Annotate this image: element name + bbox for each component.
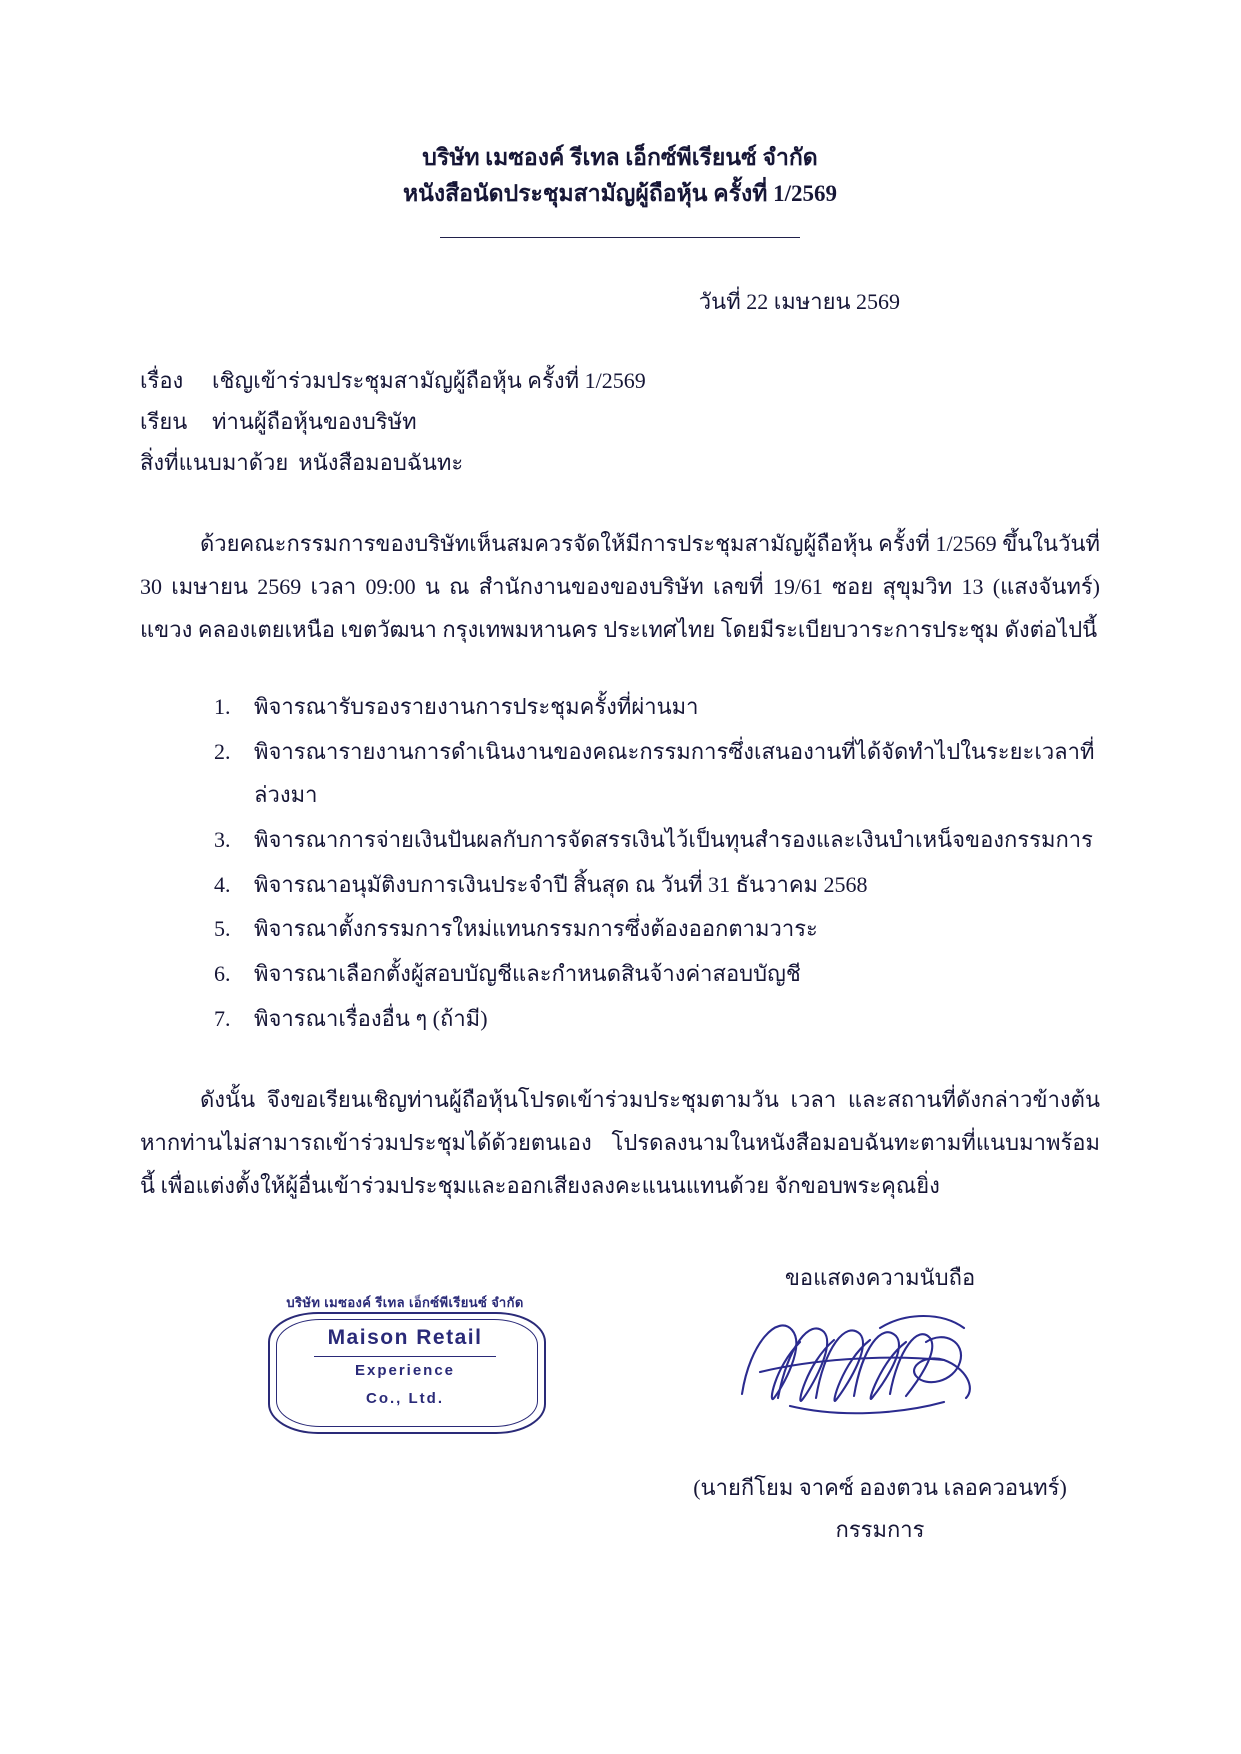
subject-label: เรื่อง bbox=[140, 368, 184, 394]
closing-paragraph: ดังนั้น จึงขอเรียนเชิญท่านผู้ถือหุ้นโปรดเข้าร่วมประชุมตามวัน เวลา และสถานที่ดังกล่าวข้างต้น หากท่านไม่สามารถเข้าร่วมประชุมได้ด้วยตนเอง โปรดลงนามในหนังสือมอบฉันทะตามที่แนบมาพร้อมนี้ เพื่อแต่งตั้งให้ผู้อื่นเข้าร่วมประชุมและออกเสียงลงคะแนนแทนด้วย จักขอบพระคุณยิ่ง bbox=[140, 1087, 1100, 1198]
stamp-line-1: Maison Retail bbox=[327, 1325, 483, 1349]
attachment-label: สิ่งที่แนบมาด้วย bbox=[140, 449, 289, 475]
meta-row-to bbox=[140, 402, 1100, 443]
list-item: 3. พิจารณาการจ่ายเงินปันผลกับการจัดสรรเงินไว้เป็นทุนสำรองและเงินบำเหน็จของกรรมการ bbox=[236, 819, 1100, 862]
list-item: 5. พิจารณาตั้งกรรมการใหม่แทนกรรมการซึ่งต้องออกตามวาระ bbox=[236, 908, 1100, 951]
attachment-value: หนังสือมอบฉันทะ bbox=[298, 449, 464, 475]
stamp-line-2: Experience bbox=[354, 1361, 456, 1379]
signature-icon bbox=[730, 1302, 1030, 1432]
list-item: 4. พิจารณาอนุมัติงบการเงินประจำปี สิ้นสุด ณ วันที่ 31 ธันวาคม 2568 bbox=[236, 864, 1100, 907]
signature-area bbox=[140, 1260, 1100, 1560]
to-label: เรียน bbox=[140, 408, 188, 434]
document-body bbox=[140, 140, 1100, 1560]
company-stamp bbox=[240, 1290, 570, 1450]
list-item: 6. พิจารณาเลือกตั้งผู้สอบบัญชีและกำหนดสินจ้างค่าสอบบัญชี bbox=[236, 953, 1100, 996]
letter-meta bbox=[140, 361, 1100, 483]
to-value: ท่านผู้ถือหุ้นของบริษัท bbox=[212, 408, 417, 434]
agenda-list bbox=[140, 686, 1100, 1041]
meta-row-attachment bbox=[140, 443, 1100, 484]
stamp-top-text: บริษัท เมซองค์ รีเทล เอ็กซ์พีเรียนซ์ จำกัด bbox=[286, 1294, 524, 1310]
title-divider bbox=[440, 237, 800, 238]
signer-role: กรรมการ bbox=[835, 1516, 925, 1542]
list-item: 7. พิจารณาเรื่องอื่น ๆ (ถ้ามี) bbox=[236, 998, 1100, 1041]
subject-value: เชิญเข้าร่วมประชุมสามัญผู้ถือหุ้น ครั้งที่ 1/2569 bbox=[212, 368, 646, 394]
stamp-underline bbox=[314, 1356, 496, 1357]
list-item: 2. พิจารณารายงานการดำเนินงานของคณะกรรมการซึ่งเสนองานที่ได้จัดทำไปในระยะเวลาที่ล่วงมา bbox=[236, 731, 1100, 817]
signer-name: (นายกีโยม จาคซ์ อองตวน เลอควอนทร์) bbox=[693, 1474, 1067, 1500]
regards-text: ขอแสดงความนับถือ bbox=[784, 1264, 976, 1290]
stamp-line-3: Co., Ltd. bbox=[366, 1389, 444, 1407]
list-item: 1. พิจารณารับรองรายงานการประชุมครั้งที่ผ่านมา bbox=[236, 686, 1100, 729]
company-name: บริษัท เมซองค์ รีเทล เอ็กซ์พีเรียนซ์ จำกัด bbox=[422, 145, 818, 170]
document-date: วันที่ 22 เมษายน 2569 bbox=[698, 289, 900, 315]
intro-paragraph: ด้วยคณะกรรมการของบริษัทเห็นสมควรจัดให้มีการประชุมสามัญผู้ถือหุ้น ครั้งที่ 1/2569 ขึ้นในวันที่ 30 เมษายน 2569 เวลา 09:00 น ณ สำนักงานของของบริษัท เลขที่ 19/61 ซอย สุขุมวิท 13 (แสงจันทร์) แขวง คลองเตยเหนือ เขตวัฒนา กรุงเทพมหานคร ประเทศไทย โดยมีระเบียบวาระการประชุม ดังต่อไปนี้ bbox=[140, 531, 1100, 643]
document-heading bbox=[140, 140, 1100, 211]
page-title: หนังสือนัดประชุมสามัญผู้ถือหุ้น ครั้งที่ 1/2569 bbox=[402, 180, 838, 206]
meta-row-subject bbox=[140, 361, 1100, 402]
signature-mark bbox=[730, 1302, 1030, 1432]
